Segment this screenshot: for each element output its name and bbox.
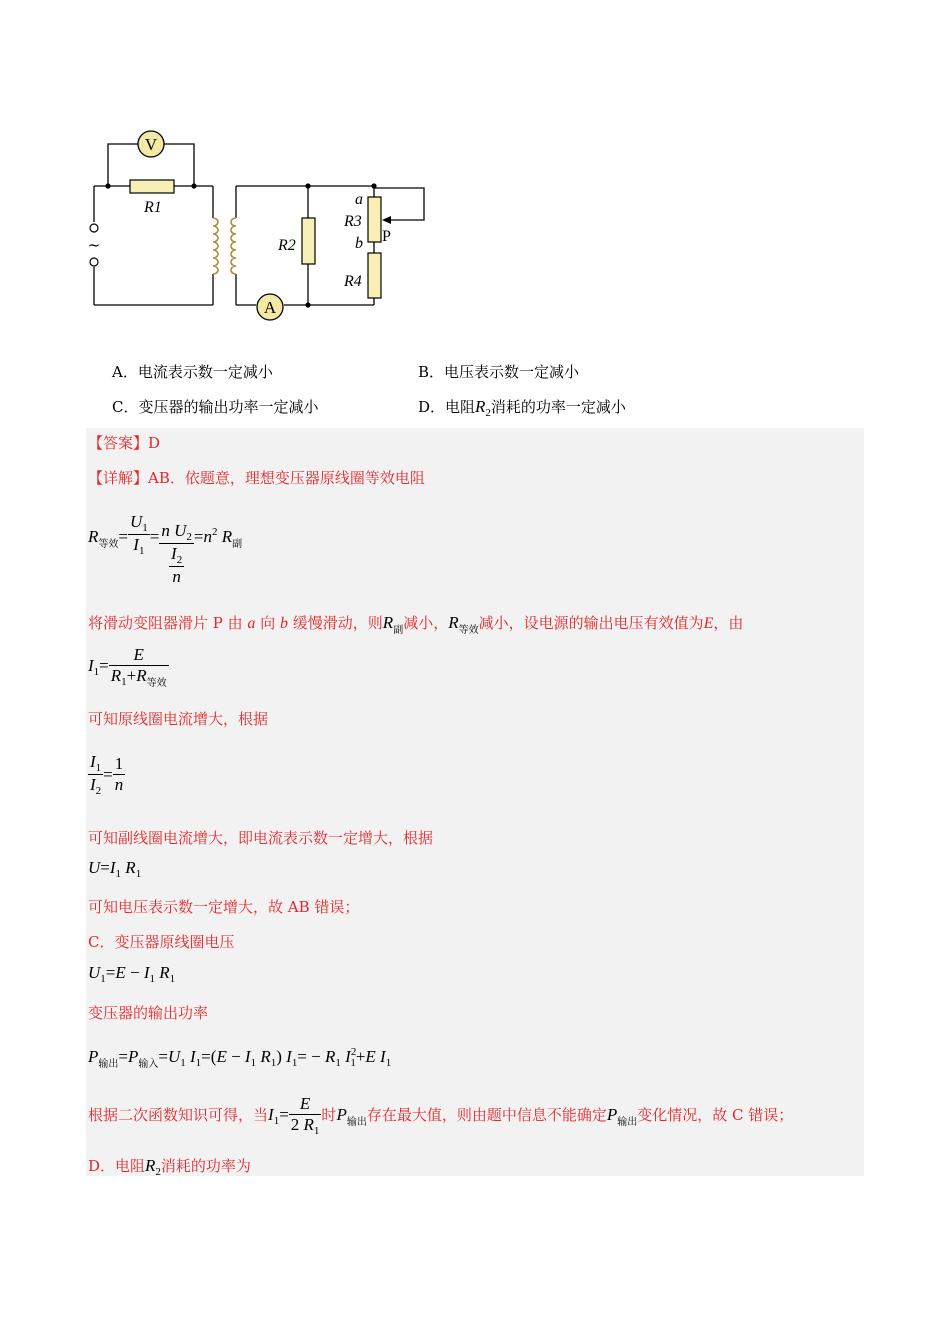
equation-output-power: $P_{输出}=P_{输入}=U_1$ $I_1=(E - I_1$ $R_1$) $I_1= - R_1$ $I^2_1+E$ $I_1$ bbox=[88, 1046, 392, 1070]
detail-line-2: 将滑动变阻器滑片 P 由 a 向 b 缓慢滑动，则$R_副$减小，$R_{等效}$减小，设电源的输出电压有效值为E，由 bbox=[88, 613, 744, 636]
option-c: C．变压器的输出功率一定减小 bbox=[112, 398, 319, 416]
p-label: P bbox=[382, 228, 391, 245]
detail-line-4: 可知副线圈电流增大，即电流表示数一定增大，根据 bbox=[88, 829, 434, 847]
ac-symbol: ~ bbox=[87, 236, 101, 254]
b-label: b bbox=[355, 235, 363, 252]
answer-value: D bbox=[148, 434, 161, 452]
circuit-diagram bbox=[80, 120, 440, 330]
detail-intro-text: AB．依题意，理想变压器原线圈等效电阻 bbox=[148, 469, 425, 487]
r2-label: R2 bbox=[278, 237, 296, 254]
option-d-suffix: 消耗的功率一定减小 bbox=[490, 398, 626, 416]
answer-line bbox=[88, 432, 160, 453]
option-d: D．电阻$R_2$消耗的功率一定减小 bbox=[418, 397, 626, 419]
detail-line-3: 可知原线圈电流增大，根据 bbox=[88, 710, 269, 728]
equation-current-ratio: $\frac{I_1}{I_2}$ = $\frac{1}{n}$ bbox=[90, 752, 124, 797]
detail-line-7: 变压器的输出功率 bbox=[88, 1004, 209, 1022]
voltmeter-label: V bbox=[144, 135, 158, 154]
option-d-prefix: D．电阻 bbox=[418, 398, 476, 416]
detail-intro bbox=[88, 467, 425, 488]
equation-equivalent-resistance: $R_{等效}=$ $\frac{U_1}{I_1}$ = $\frac{n U_2}{\frac{I_2}{n}}$ $=n^2$ $R_副$ bbox=[88, 512, 243, 586]
detail-line-9: D．电阻$R_2$消耗的功率为 bbox=[88, 1156, 251, 1178]
r3-label: R3 bbox=[344, 213, 362, 230]
equation-primary-current: $I_1=$ $\frac{E}{R_1+R_{等效}}$ bbox=[88, 645, 167, 689]
r4-label: R4 bbox=[344, 273, 362, 290]
detail-label: 【详解】 bbox=[88, 469, 149, 487]
detail-line-8: 根据二次函数知识可得，当$I_1=$ $\frac{E}{2 R_1}$ 时$P_{输出}$存在最大值，则由题中信息不能确定$P_{输出}$变化情况，故 C 错误； bbox=[88, 1094, 794, 1137]
answer-label: 【答案】 bbox=[88, 434, 149, 452]
option-a: A．电流表示数一定减小 bbox=[112, 363, 273, 381]
detail-line-5: 可知电压表示数一定增大，故 AB 错误； bbox=[88, 898, 360, 916]
equation-voltmeter: $U=I_1$ $R_1$ bbox=[88, 858, 142, 880]
r1-label: R1 bbox=[144, 199, 162, 216]
equation-primary-voltage: $U_1=E - I_1$ $R_1$ bbox=[88, 963, 176, 985]
option-b: B．电压表示数一定减小 bbox=[418, 363, 580, 381]
detail-line-6: C．变压器原线圈电压 bbox=[88, 933, 235, 951]
a-label: a bbox=[355, 191, 363, 208]
ammeter-label: A bbox=[263, 298, 277, 317]
